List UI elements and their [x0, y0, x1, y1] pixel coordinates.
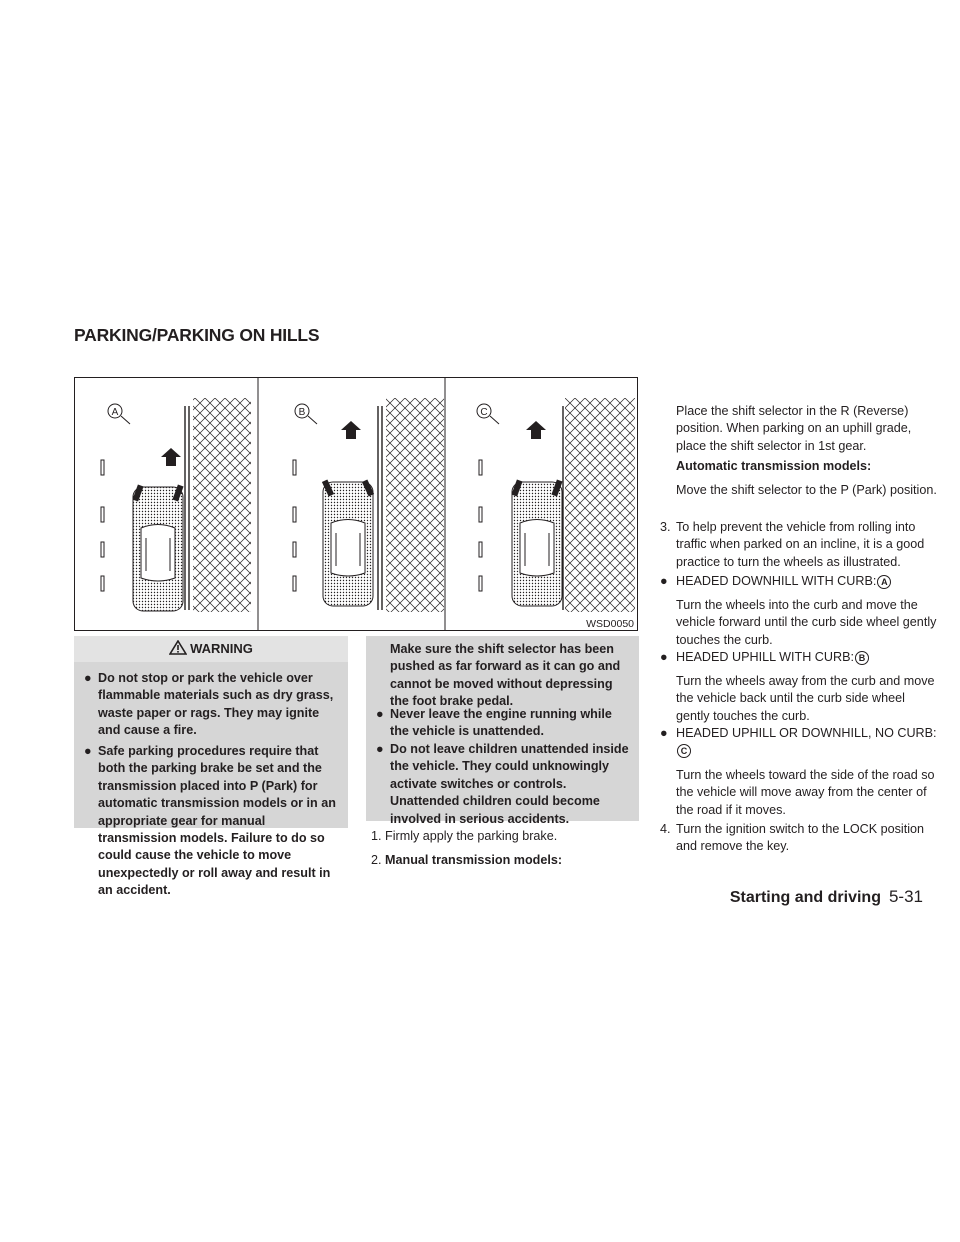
warning-item: Make sure the shift selector has been pushed as far forward as it can go and cannot be moved without depressing the foot brake pedal. [390, 642, 621, 709]
warning-item: ● Safe parking procedures require that both the parking brake be set and the transmission placed into P (Park) for automatic transmission models or in an appropriate gear for manual transmission models. Failure to do so could cause the vehicle to move unexpectedly or roll away and result in an accident. [84, 744, 336, 898]
case-b: ● HEADED UPHILL WITH CURB: B [660, 649, 940, 666]
chapter-name: Starting and driving [729, 889, 881, 906]
step-3: 3. To help prevent the vehicle from rolling into traffic when parked on an incline, it is a good practice to turn the wheels as illustrated. [660, 520, 925, 569]
parking-diagram [75, 378, 637, 630]
label-a: A [111, 407, 119, 418]
warning-item: ● Do not stop or park the vehicle over flammable materials such as dry grass, waste paper or rags. They may ignite and cause a fire. [84, 671, 334, 738]
case-a: ● HEADED DOWNHILL WITH CURB: A [660, 573, 940, 590]
circle-label-c: C [677, 744, 691, 758]
page-footer [730, 887, 923, 907]
panel-b [293, 398, 444, 612]
panel-c [477, 398, 635, 612]
warning-heading: WARNING [74, 636, 348, 662]
parking-illustration [74, 377, 638, 631]
figure-code: WSD0050 [586, 618, 634, 630]
panel-a [101, 398, 251, 612]
circle-label-b: B [855, 651, 869, 665]
warning-icon [169, 638, 187, 664]
step-2-manual: Place the shift selector in the R (Reverse) position. When parking on an uphill grade, place the shift selector in 1st gear. [676, 404, 912, 453]
step-2-auto-heading: Automatic transmission models: [676, 459, 872, 473]
step-2: 2. Manual transmission models: [371, 853, 563, 867]
step-2-auto: Move the shift selector to the P (Park) position. [676, 483, 937, 497]
step-4: 4. Turn the ignition switch to the LOCK position and remove the key. [660, 822, 925, 854]
circle-label-a: A [877, 575, 891, 589]
case-c: ● HEADED UPHILL OR DOWNHILL, NO CURB:C [660, 726, 937, 757]
case-b-text: Turn the wheels away from the curb and move the vehicle back until the curb side wheel gently touches the curb. [676, 674, 935, 723]
warning-item: ● Do not leave children unattended inside the vehicle. They could unknowingly activate switches or controls. Unattended children could become involved in serious accidents. [376, 742, 629, 826]
page-number: 5-31 [888, 887, 923, 906]
warning-item: ● Never leave the engine running while the vehicle is unattended. [376, 707, 612, 739]
case-a-text: Turn the wheels into the curb and move the vehicle forward until the curb side wheel gently touches the curb. [676, 598, 937, 647]
label-b: B [298, 407, 306, 418]
case-c-text: Turn the wheels toward the side of the road so the vehicle will move away from the center of the road if it moves. [676, 768, 935, 817]
page-title: PARKING/PARKING ON HILLS [74, 325, 320, 345]
label-c: C [480, 407, 488, 418]
step-1: 1. Firmly apply the parking brake. [371, 829, 558, 843]
